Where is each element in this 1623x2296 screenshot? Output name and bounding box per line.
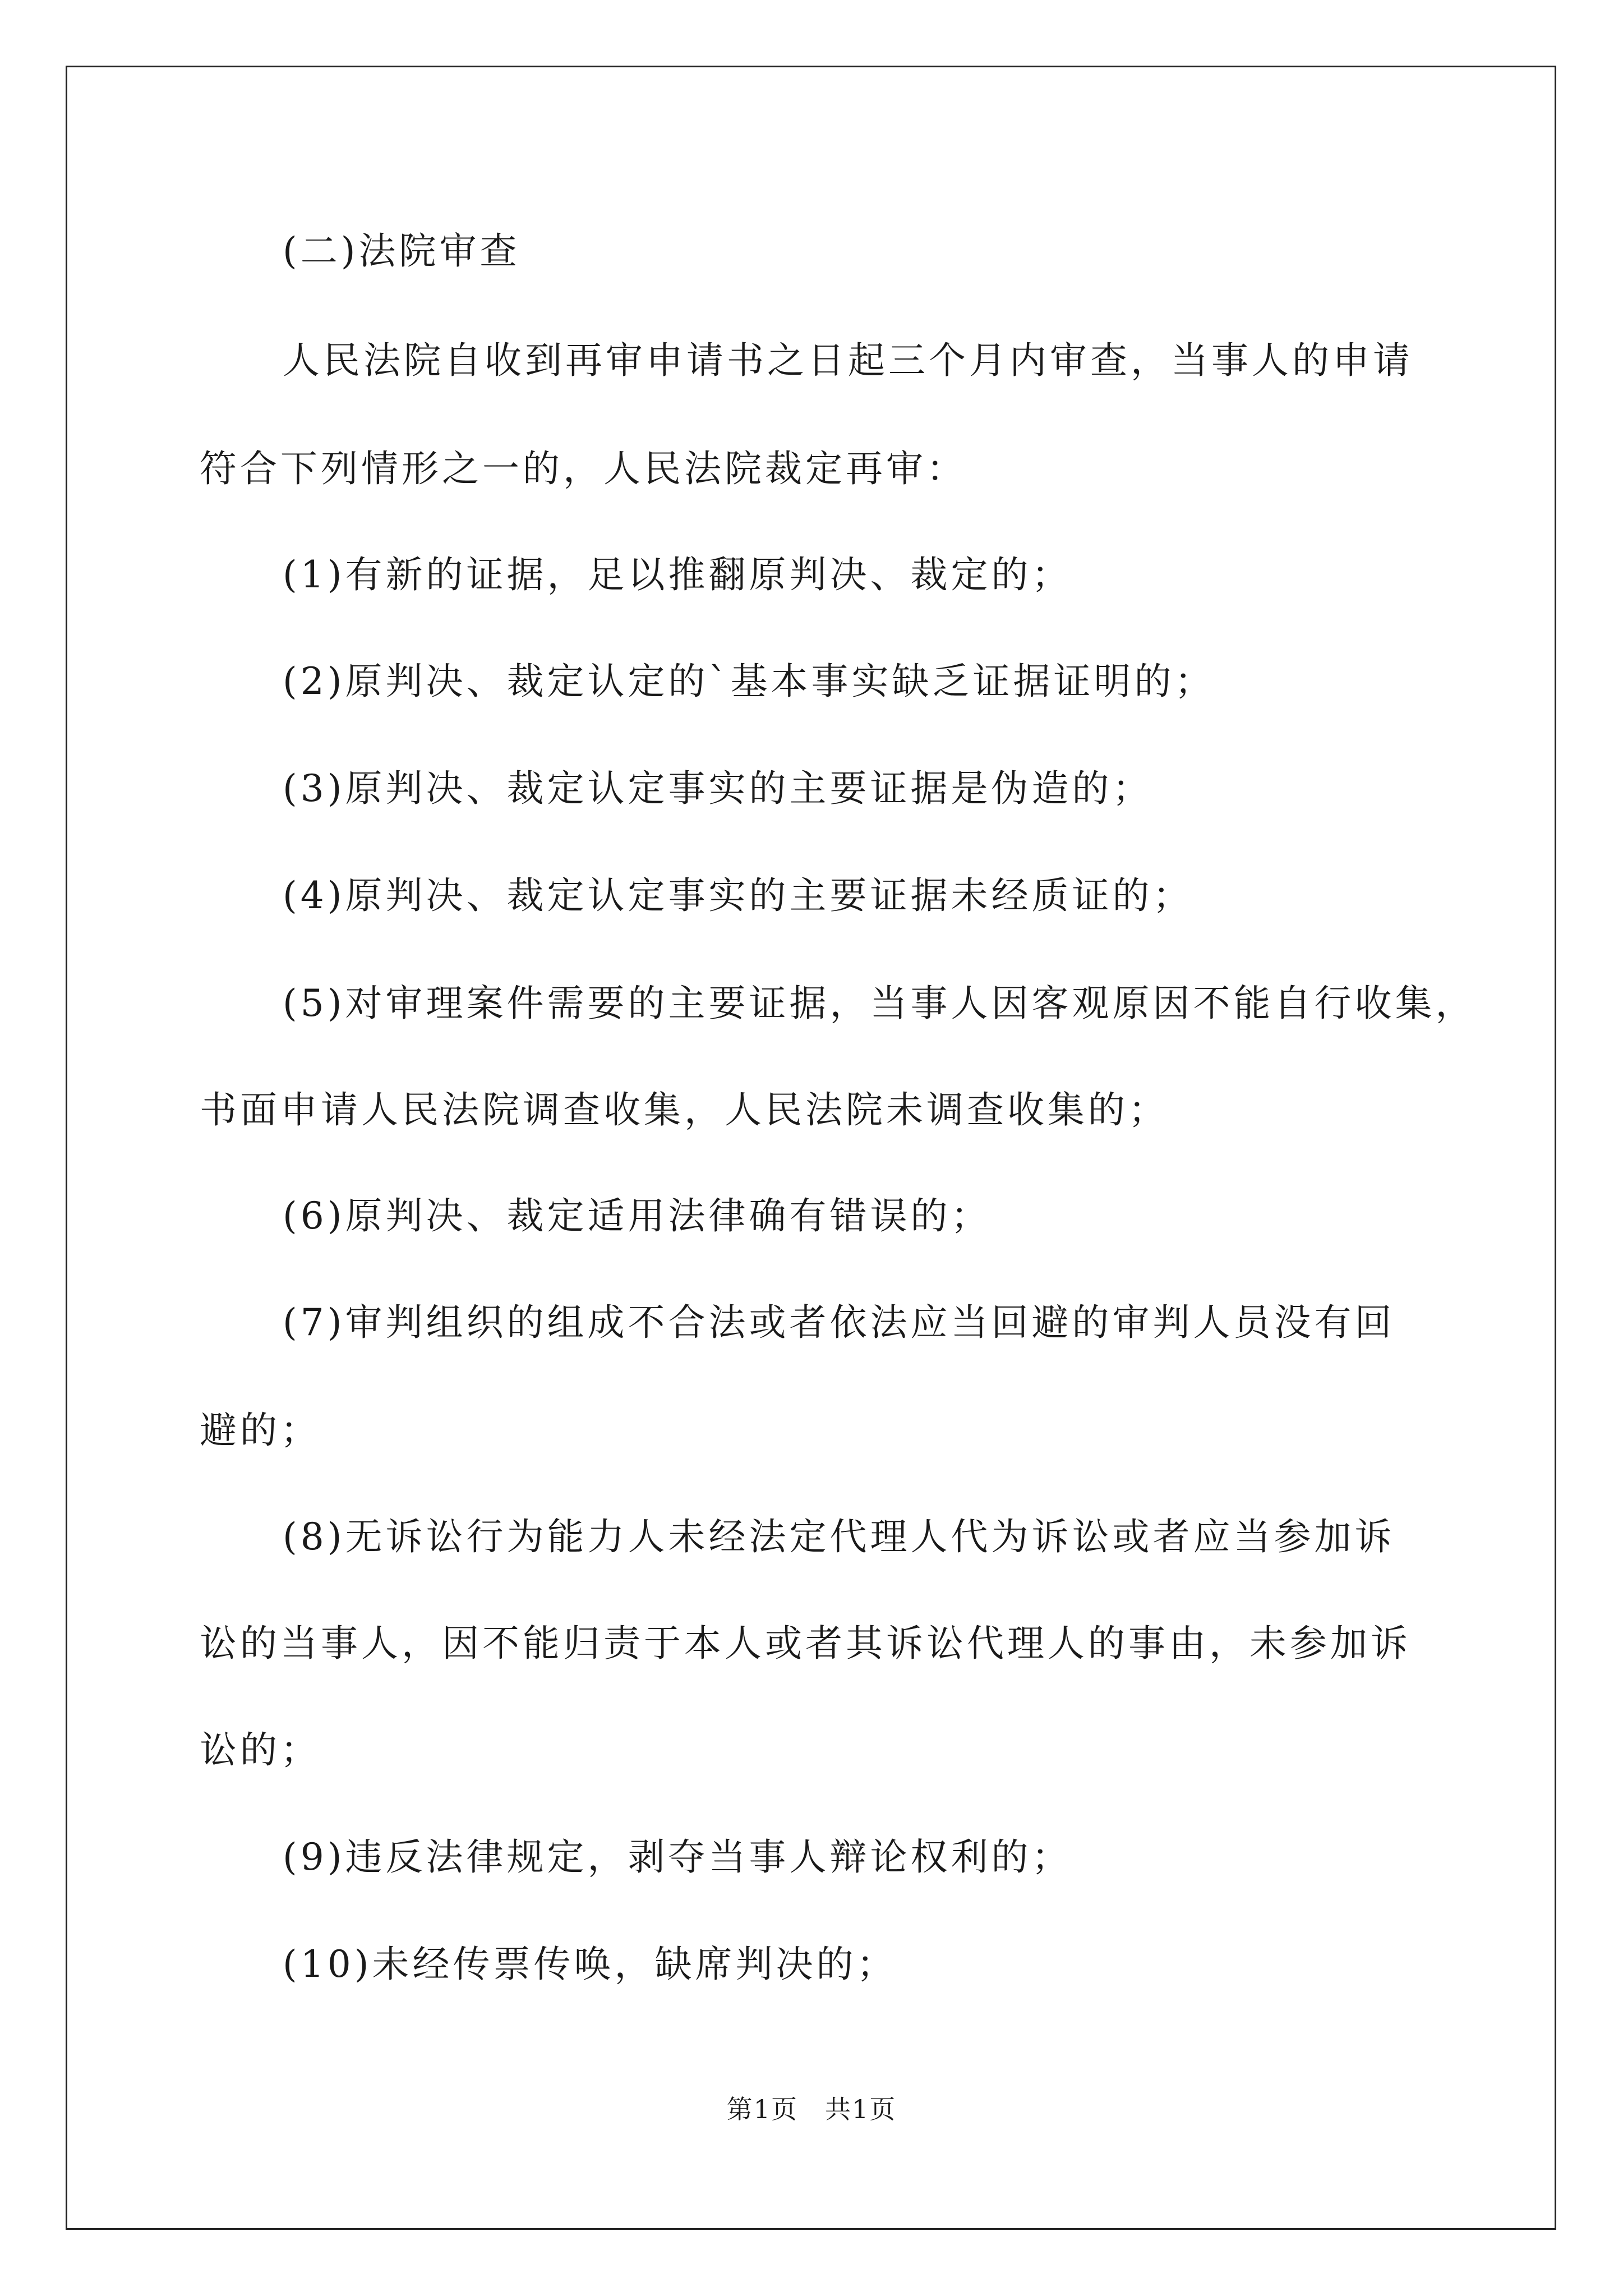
paragraph-line: 人民法院自收到再审申请书之日起三个月内审查，当事人的申请 xyxy=(283,339,1413,382)
list-item: (4)原判决、裁定认定事实的主要证据未经质证的； xyxy=(283,874,1193,917)
page-border xyxy=(66,66,1556,2230)
list-item: (9)违反法律规定，剥夺当事人辩论权利的； xyxy=(283,1835,1072,1879)
list-item: (7)审判组织的组成不合法或者依法应当回避的审判人员没有回 xyxy=(283,1301,1395,1344)
list-item: (3)原判决、裁定认定事实的主要证据是伪造的； xyxy=(283,767,1153,810)
list-item: (10)未经传票传唤，缺席判决的； xyxy=(283,1943,897,1986)
list-item: (8)无诉讼行为能力人未经法定代理人代为诉讼或者应当参加诉 xyxy=(283,1515,1395,1558)
list-item: (1)有新的证据，足以推翻原判决、裁定的； xyxy=(283,553,1072,596)
list-item-continuation: 讼的当事人，因不能归责于本人或者其诉讼代理人的事由，未参加诉 xyxy=(200,1622,1411,1665)
paragraph-line: 符合下列情形之一的，人民法院裁定再审： xyxy=(200,447,967,490)
list-item-continuation: 讼的； xyxy=(200,1728,321,1772)
list-item: (6)原判决、裁定适用法律确有错误的； xyxy=(283,1194,992,1237)
list-item-continuation: 书面申请人民法院调查收集，人民法院未调查收集的； xyxy=(200,1088,1169,1131)
list-item: (5)对审理案件需要的主要证据，当事人因客观原因不能自行收集， xyxy=(283,982,1476,1025)
page-number-footer: 第1页 共1页 xyxy=(726,2094,897,2124)
list-item: (2)原判决、裁定认定的`基本事实缺乏证据证明的； xyxy=(283,660,1215,703)
list-item-continuation: 避的； xyxy=(200,1409,321,1452)
section-heading: (二)法院审查 xyxy=(283,229,520,273)
